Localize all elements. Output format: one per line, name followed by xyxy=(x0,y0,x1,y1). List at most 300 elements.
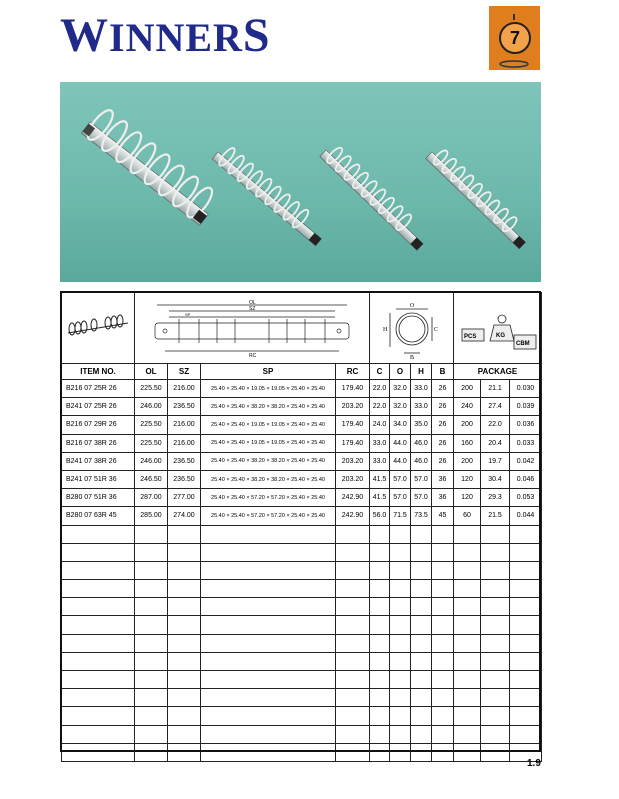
header-h: H xyxy=(411,364,432,380)
cell-h xyxy=(411,616,432,634)
cell-kg: 21.1 xyxy=(481,380,510,398)
cell-h: 57.0 xyxy=(411,470,432,488)
cell-h xyxy=(411,580,432,598)
cell-cbm: 0.053 xyxy=(510,489,542,507)
cell-o xyxy=(390,725,411,743)
cell-ol xyxy=(135,598,168,616)
cell-o xyxy=(390,743,411,761)
cell-sp: 25.40 × 25.40 × 57.20 × 57.20 × 25.40 × 25.40 xyxy=(201,507,336,525)
cell-b xyxy=(432,525,454,543)
ring-profile-diagram xyxy=(370,295,454,359)
cell-b xyxy=(432,689,454,707)
cell-sp xyxy=(201,725,336,743)
cell-h xyxy=(411,689,432,707)
table-row xyxy=(62,470,542,488)
cell-kg: 20.4 xyxy=(481,434,510,452)
cell-c xyxy=(370,580,390,598)
cell-h xyxy=(411,707,432,725)
cell-kg xyxy=(481,671,510,689)
cell-c xyxy=(370,743,390,761)
cell-sz xyxy=(168,725,201,743)
cell-h xyxy=(411,725,432,743)
cell-sz: 236.50 xyxy=(168,398,201,416)
profile-label-b: B xyxy=(410,355,415,359)
header-b: B xyxy=(432,364,454,380)
table-row xyxy=(62,689,542,707)
cell-b xyxy=(432,725,454,743)
cell-cbm xyxy=(510,543,542,561)
mechanism-sketch-cell xyxy=(62,293,135,364)
cell-b: 26 xyxy=(432,380,454,398)
cell-c: 41.5 xyxy=(370,470,390,488)
cell-b: 26 xyxy=(432,434,454,452)
cell-sp: 25.40 × 25.40 × 57.20 × 57.20 × 25.40 × 25.40 xyxy=(201,489,336,507)
cell-item xyxy=(62,561,135,579)
cell-ol: 246.00 xyxy=(135,452,168,470)
cell-cbm xyxy=(510,634,542,652)
cell-ol xyxy=(135,634,168,652)
cell-sp xyxy=(201,634,336,652)
cell-o xyxy=(390,671,411,689)
table-row xyxy=(62,489,542,507)
cell-sp xyxy=(201,616,336,634)
cell-o xyxy=(390,525,411,543)
cell-item: B241 07 51R 36 xyxy=(62,470,135,488)
cell-sp xyxy=(201,580,336,598)
cell-h xyxy=(411,671,432,689)
cell-c xyxy=(370,671,390,689)
cell-rc xyxy=(336,598,370,616)
cell-b: 26 xyxy=(432,398,454,416)
cell-pcs xyxy=(454,543,481,561)
cell-ol xyxy=(135,616,168,634)
cell-rc: 179.40 xyxy=(336,416,370,434)
cell-item: B216 07 25R 26 xyxy=(62,380,135,398)
cell-pcs xyxy=(454,598,481,616)
cell-cbm xyxy=(510,561,542,579)
cell-sp xyxy=(201,671,336,689)
logo-letter-s: S xyxy=(242,9,271,62)
cell-h xyxy=(411,543,432,561)
cell-item: B216 07 29R 26 xyxy=(62,416,135,434)
cell-cbm xyxy=(510,525,542,543)
cell-item xyxy=(62,652,135,670)
cell-sz xyxy=(168,652,201,670)
cell-cbm xyxy=(510,707,542,725)
profile-label-o: O xyxy=(410,303,415,309)
cell-sz xyxy=(168,634,201,652)
diagram-label-ol: OL xyxy=(249,300,256,306)
cell-pcs xyxy=(454,634,481,652)
cell-ol: 225.50 xyxy=(135,380,168,398)
cell-o: 44.0 xyxy=(390,452,411,470)
cell-sp: 25.40 × 25.40 × 38.20 × 38.20 × 25.40 × 25.40 xyxy=(201,398,336,416)
cell-kg xyxy=(481,634,510,652)
cell-rc xyxy=(336,743,370,761)
cell-h: 73.5 xyxy=(411,507,432,525)
cell-kg xyxy=(481,707,510,725)
page-number: 1.9 xyxy=(527,758,541,769)
table-row xyxy=(62,652,542,670)
cell-item: B280 07 63R 45 xyxy=(62,507,135,525)
cell-rc xyxy=(336,525,370,543)
table-row xyxy=(62,634,542,652)
cell-item xyxy=(62,743,135,761)
cell-cbm: 0.044 xyxy=(510,507,542,525)
cell-kg: 30.4 xyxy=(481,470,510,488)
cell-cbm xyxy=(510,580,542,598)
cell-kg xyxy=(481,689,510,707)
cell-rc xyxy=(336,616,370,634)
package-icons xyxy=(456,295,540,359)
cell-c: 22.0 xyxy=(370,380,390,398)
cell-item: B241 07 25R 26 xyxy=(62,398,135,416)
header-package: PACKAGE xyxy=(454,364,542,380)
table-body xyxy=(62,380,542,762)
package-icons-cell xyxy=(454,293,542,364)
cell-b xyxy=(432,652,454,670)
ring-profile-cell xyxy=(370,293,454,364)
cell-b xyxy=(432,743,454,761)
cell-cbm xyxy=(510,598,542,616)
diagram-label-sp: SP xyxy=(185,312,191,317)
table-row xyxy=(62,580,542,598)
cell-pcs: 120 xyxy=(454,489,481,507)
cell-c xyxy=(370,616,390,634)
table-row xyxy=(62,616,542,634)
cell-c xyxy=(370,689,390,707)
cell-sp xyxy=(201,743,336,761)
table-row xyxy=(62,707,542,725)
cell-cbm xyxy=(510,725,542,743)
ring-binder-mechanisms-image xyxy=(60,82,541,282)
cell-rc xyxy=(336,580,370,598)
cell-rc xyxy=(336,634,370,652)
cell-ol xyxy=(135,561,168,579)
cell-ol xyxy=(135,689,168,707)
cell-o xyxy=(390,634,411,652)
cell-rc: 203.20 xyxy=(336,470,370,488)
table-row xyxy=(62,543,542,561)
cell-c: 33.0 xyxy=(370,434,390,452)
cell-h xyxy=(411,743,432,761)
table-row xyxy=(62,561,542,579)
cell-o xyxy=(390,616,411,634)
cell-cbm: 0.033 xyxy=(510,434,542,452)
cell-cbm xyxy=(510,671,542,689)
cell-kg xyxy=(481,525,510,543)
table-row xyxy=(62,452,542,470)
table-row xyxy=(62,598,542,616)
cell-b: 36 xyxy=(432,470,454,488)
cell-rc xyxy=(336,707,370,725)
cell-kg: 21.5 xyxy=(481,507,510,525)
cell-item xyxy=(62,671,135,689)
cell-c xyxy=(370,707,390,725)
cell-sp xyxy=(201,525,336,543)
cell-rc: 203.20 xyxy=(336,452,370,470)
cell-b xyxy=(432,543,454,561)
cell-rc: 179.40 xyxy=(336,434,370,452)
cell-sp xyxy=(201,689,336,707)
cell-kg: 27.4 xyxy=(481,398,510,416)
cell-o xyxy=(390,580,411,598)
cell-pcs: 120 xyxy=(454,470,481,488)
cell-o xyxy=(390,689,411,707)
dimension-diagram-cell xyxy=(135,293,370,364)
cell-rc xyxy=(336,652,370,670)
cell-sz: 277.00 xyxy=(168,489,201,507)
cell-o: 32.0 xyxy=(390,380,411,398)
cell-ol: 225.50 xyxy=(135,416,168,434)
cell-b: 45 xyxy=(432,507,454,525)
cell-c: 33.0 xyxy=(370,452,390,470)
section-badge xyxy=(489,6,540,70)
cell-kg xyxy=(481,598,510,616)
cell-h: 46.0 xyxy=(411,452,432,470)
cell-sz xyxy=(168,689,201,707)
cell-b xyxy=(432,634,454,652)
profile-label-c: C xyxy=(434,327,439,333)
cell-h xyxy=(411,525,432,543)
cell-o xyxy=(390,598,411,616)
cell-b xyxy=(432,598,454,616)
cell-item xyxy=(62,525,135,543)
header-sp: SP xyxy=(201,364,336,380)
cell-pcs xyxy=(454,689,481,707)
cell-kg: 19.7 xyxy=(481,452,510,470)
cell-item xyxy=(62,543,135,561)
logo-letters-inner: INNER xyxy=(109,15,243,60)
cell-o: 44.0 xyxy=(390,434,411,452)
cbm-label: CBM xyxy=(515,341,530,347)
cell-h xyxy=(411,561,432,579)
cell-kg xyxy=(481,743,510,761)
cell-c xyxy=(370,598,390,616)
table-row xyxy=(62,380,542,398)
cell-o: 32.0 xyxy=(390,398,411,416)
cell-ol xyxy=(135,543,168,561)
cell-cbm: 0.046 xyxy=(510,470,542,488)
cell-pcs: 200 xyxy=(454,380,481,398)
cell-kg xyxy=(481,652,510,670)
cell-b: 26 xyxy=(432,416,454,434)
cell-pcs xyxy=(454,707,481,725)
cell-o: 57.0 xyxy=(390,470,411,488)
cell-cbm xyxy=(510,616,542,634)
cell-sp: 25.40 × 25.40 × 19.05 × 19.05 × 25.40 × 25.40 xyxy=(201,434,336,452)
cell-pcs: 200 xyxy=(454,452,481,470)
product-photo xyxy=(60,82,541,282)
cell-pcs xyxy=(454,525,481,543)
diagram-label-rc: RC xyxy=(249,353,257,359)
header-c: C xyxy=(370,364,390,380)
cell-rc: 242.90 xyxy=(336,507,370,525)
cell-b xyxy=(432,561,454,579)
cell-sp: 25.40 × 25.40 × 38.20 × 38.20 × 25.40 × 25.40 xyxy=(201,470,336,488)
cell-rc: 203.20 xyxy=(336,398,370,416)
table-row xyxy=(62,398,542,416)
cell-sz xyxy=(168,580,201,598)
cell-kg: 22.0 xyxy=(481,416,510,434)
cell-o xyxy=(390,543,411,561)
ring-mechanism-sketch-icon xyxy=(64,307,132,347)
cell-pcs xyxy=(454,616,481,634)
cell-b xyxy=(432,616,454,634)
cell-sz xyxy=(168,598,201,616)
cell-c xyxy=(370,525,390,543)
kg-label: KG xyxy=(495,333,505,339)
cell-ol: 246.50 xyxy=(135,470,168,488)
cell-ol xyxy=(135,725,168,743)
cell-b xyxy=(432,707,454,725)
cell-h: 33.0 xyxy=(411,398,432,416)
cell-o xyxy=(390,707,411,725)
cell-o xyxy=(390,561,411,579)
cell-sz: 236.50 xyxy=(168,452,201,470)
cell-c: 41.5 xyxy=(370,489,390,507)
cell-rc xyxy=(336,543,370,561)
cell-c xyxy=(370,634,390,652)
cell-sz xyxy=(168,616,201,634)
cell-cbm: 0.039 xyxy=(510,398,542,416)
table-row xyxy=(62,434,542,452)
cell-c xyxy=(370,543,390,561)
cell-b xyxy=(432,671,454,689)
table-row xyxy=(62,671,542,689)
table-row xyxy=(62,725,542,743)
cell-sz xyxy=(168,561,201,579)
cell-sz: 236.50 xyxy=(168,470,201,488)
illustration-row xyxy=(62,293,542,364)
cell-sz: 274.00 xyxy=(168,507,201,525)
cell-cbm xyxy=(510,689,542,707)
cell-item xyxy=(62,580,135,598)
cell-kg xyxy=(481,616,510,634)
logo-letter-w: W xyxy=(60,9,109,62)
cell-rc xyxy=(336,689,370,707)
cell-sp xyxy=(201,598,336,616)
cell-cbm: 0.042 xyxy=(510,452,542,470)
cell-rc xyxy=(336,725,370,743)
cell-item xyxy=(62,725,135,743)
dimension-diagram xyxy=(137,295,367,359)
cell-pcs: 240 xyxy=(454,398,481,416)
cell-c xyxy=(370,725,390,743)
cell-h: 57.0 xyxy=(411,489,432,507)
header-rc: RC xyxy=(336,364,370,380)
cell-item: B280 07 51R 36 xyxy=(62,489,135,507)
section-number: 7 xyxy=(499,22,531,54)
diagram-label-sz: SZ xyxy=(249,306,256,312)
cell-ol: 246.00 xyxy=(135,398,168,416)
cell-pcs xyxy=(454,652,481,670)
cell-pcs: 200 xyxy=(454,416,481,434)
cell-h xyxy=(411,634,432,652)
cell-pcs xyxy=(454,725,481,743)
cell-c: 22.0 xyxy=(370,398,390,416)
cell-sp: 25.40 × 25.40 × 19.05 × 19.05 × 25.40 × 25.40 xyxy=(201,416,336,434)
cell-kg xyxy=(481,561,510,579)
table-row xyxy=(62,507,542,525)
cell-cbm: 0.030 xyxy=(510,380,542,398)
cell-sp xyxy=(201,652,336,670)
cell-sp xyxy=(201,543,336,561)
cell-ol xyxy=(135,743,168,761)
cell-item xyxy=(62,598,135,616)
cell-c xyxy=(370,652,390,670)
cell-kg xyxy=(481,543,510,561)
cell-sz xyxy=(168,671,201,689)
cell-sp xyxy=(201,707,336,725)
pcs-label: PCS xyxy=(463,334,476,340)
profile-label-h: H xyxy=(383,327,388,333)
cell-o xyxy=(390,652,411,670)
cell-item xyxy=(62,634,135,652)
cell-ol xyxy=(135,580,168,598)
cell-ol: 287.00 xyxy=(135,489,168,507)
cell-rc: 179.40 xyxy=(336,380,370,398)
cell-sz: 216.00 xyxy=(168,416,201,434)
cell-ol xyxy=(135,707,168,725)
cell-rc xyxy=(336,561,370,579)
cell-ol: 285.00 xyxy=(135,507,168,525)
cell-rc: 242.90 xyxy=(336,489,370,507)
cell-kg xyxy=(481,725,510,743)
header-item-no: ITEM NO. xyxy=(62,364,135,380)
cell-ol xyxy=(135,652,168,670)
specs-table xyxy=(61,292,542,762)
cell-b xyxy=(432,580,454,598)
cell-sp: 25.40 × 25.40 × 38.20 × 38.20 × 25.40 × 25.40 xyxy=(201,452,336,470)
cell-c: 56.0 xyxy=(370,507,390,525)
cell-b: 26 xyxy=(432,452,454,470)
cell-sz xyxy=(168,543,201,561)
cell-sz xyxy=(168,743,201,761)
cell-h xyxy=(411,598,432,616)
header-ol: OL xyxy=(135,364,168,380)
cell-pcs: 60 xyxy=(454,507,481,525)
cell-cbm: 0.036 xyxy=(510,416,542,434)
cell-cbm xyxy=(510,652,542,670)
cell-kg: 29.3 xyxy=(481,489,510,507)
cell-pcs xyxy=(454,561,481,579)
table-row xyxy=(62,416,542,434)
cell-item xyxy=(62,707,135,725)
cell-h: 46.0 xyxy=(411,434,432,452)
cell-item: B216 07 38R 26 xyxy=(62,434,135,452)
cell-o: 57.0 xyxy=(390,489,411,507)
header-row xyxy=(62,364,542,380)
cell-h: 33.0 xyxy=(411,380,432,398)
cell-ol: 225.50 xyxy=(135,434,168,452)
header-sz: SZ xyxy=(168,364,201,380)
cell-ol xyxy=(135,525,168,543)
cell-item: B241 07 38R 26 xyxy=(62,452,135,470)
cell-item xyxy=(62,689,135,707)
cell-c: 24.0 xyxy=(370,416,390,434)
cell-sz: 216.00 xyxy=(168,434,201,452)
cell-sp xyxy=(201,561,336,579)
cell-kg xyxy=(481,580,510,598)
cell-sz: 216.00 xyxy=(168,380,201,398)
cell-item xyxy=(62,616,135,634)
cell-h: 35.0 xyxy=(411,416,432,434)
cell-sz xyxy=(168,707,201,725)
cell-sz xyxy=(168,525,201,543)
cell-h xyxy=(411,652,432,670)
cell-pcs xyxy=(454,743,481,761)
